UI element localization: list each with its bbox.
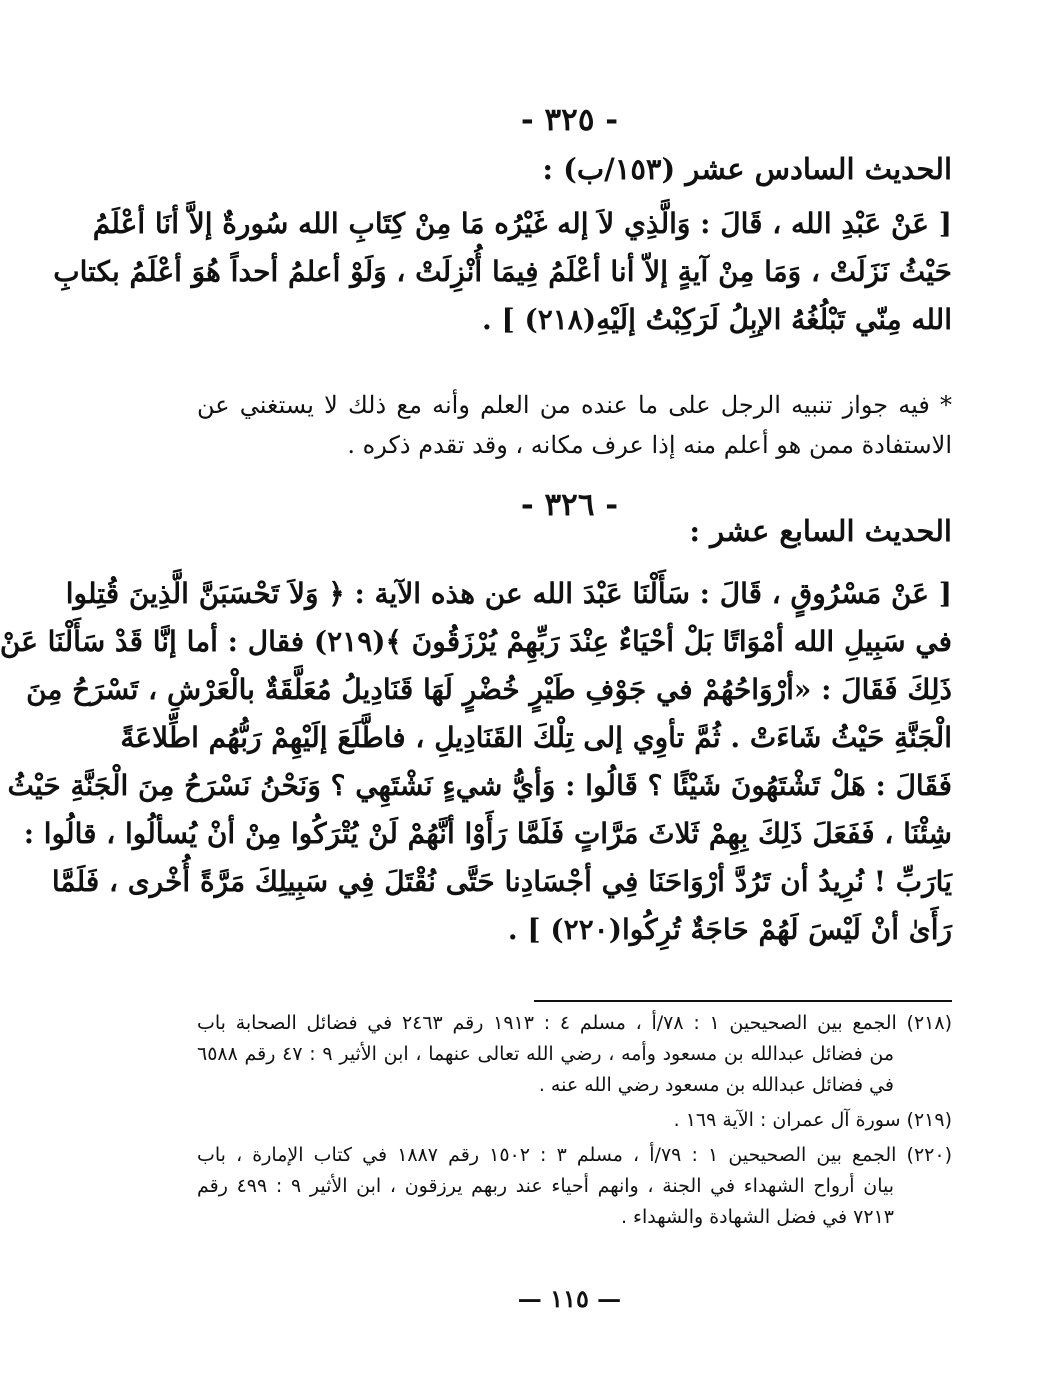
hadith-text-line: الْجَنَّةِ حَيْثُ شَاءَتْ . ثُمَّ تأوِي إلى تِلْكَ القَنَادِيلِ ، فاطَّلَعَ إلَيْهِمْ رَبُّهُم اطِّلاعَةً <box>120 721 952 754</box>
commentary-note-325 <box>197 385 952 465</box>
hadith-text-line: يَارَبِّ ! نُرِيدُ أن تَرُدَّ أرْوَاحَنَا فِي أجْسَادِنا حَتَّى نُقْتَلَ فِي سَبِيلِكَ مَرَّةً أُخْرى ، فَلَمَّا <box>51 865 952 898</box>
hadith-text-line: شِئْنَا ، فَفَعَلَ ذَلِكَ بِهِمْ ثَلاثَ مَرَّاتٍ فَلَمَّا رَأَوْا أنَّهُمْ لَنْ يُتْرَكُوا مِنْ أنْ يُسألُوا ، قالُوا : <box>23 817 952 850</box>
hadith-text-line: الله مِنّي تَبْلُغُهُ الإبِلُ لَرَكِبْتُ إلَيْهِ(٢١٨) ] . <box>481 303 952 336</box>
hadith-number-326: - ٣٢٦ - <box>520 487 619 523</box>
footnote-line: (٢١٨) الجمع بين الصحيحين ١ : ٧٨/أ ، مسلم ٤ : ١٩١٣ رقم ٢٤٦٣ في فضائل الصحابة باب <box>197 1012 953 1034</box>
note-line: * فيه جواز تنبيه الرجل على ما عنده من العلم وأنه مع ذلك لا يستغني عن <box>197 391 952 419</box>
page-number: — ١١٥ — <box>517 1284 622 1313</box>
hadith-text-line: ذَلِكَ فَقَالَ : «أرْوَاحُهُمْ في جَوْفِ طَيْرٍ خُضْرٍ لَهَا قَنَادِيلُ مُعَلَّقَةٌ بالْعَرْشِ ، تَسْرَحُ مِنَ <box>26 673 952 706</box>
hadith-text-325 <box>53 200 952 344</box>
hadith-text-line: [ عَنْ مَسْرُوقٍ ، قَالَ : سَأَلْنَا عَبْدَ الله عن هذه الآية : ﴿ وَلاَ تَحْسَبَنَّ الَّذِينَ قُتِلوا <box>65 577 952 610</box>
footnote-line: بيان أرواح الشهداء في الجنة ، وانهم أحياء عند ربهم يرزقون ، ابن الأثير ٩ : ٤٩٩ رقم <box>197 1175 895 1197</box>
note-line: الاستفادة ممن هو أعلم منه إذا عرف مكانه ، وقد تقدم ذكره . <box>347 431 952 459</box>
footnotes <box>197 1008 952 1237</box>
footnote-line: ٧٢١٣ في فضل الشهادة والشهداء . <box>620 1206 894 1228</box>
hadith-text-line: حَيْثُ نَزَلَتْ ، وَمَا مِنْ آيةٍ إلاّ أنا أعْلَمُ فِيمَا أُنْزِلَتْ ، وَلَوْ أعلمُ أحداً هُوَ أعْلَمُ بكتابِ <box>53 255 952 288</box>
hadith-text-326 <box>0 570 952 954</box>
hadith-heading-16: الحديث السادس عشر (١٥٣/ب) : <box>542 152 952 186</box>
footnote-220 <box>197 1140 952 1233</box>
hadith-text-line: [ عَنْ عَبْدِ الله ، قَالَ : وَالَّذِي لاَ إله غَيْرُه مَا مِنْ كِتَابِ الله سُورةٌ إلاَّ أنَا أعْلَمُ <box>92 207 952 240</box>
footnote-line: من فضائل عبدالله بن مسعود وأمه ، رضي الله تعالى عنهما ، ابن الأثير ٩ : ٤٧ رقم ٦٥٨٨ <box>197 1043 895 1065</box>
footnote-separator <box>534 1000 952 1002</box>
footnote-218 <box>197 1008 952 1101</box>
footnote-line: في فضائل عبدالله بن مسعود رضي الله عنه . <box>538 1074 894 1096</box>
hadith-text-line: في سَبِيلِ الله أمْوَاتًا بَلْ أحْيَاءٌ عِنْدَ رَبِّهِمْ يُرْزَقُونَ ﴾(٢١٩) فقال : أما إنَّا قَدْ سَأَلْنَا عَنْ <box>0 625 952 658</box>
footnote-line: (٢١٩) سورة آل عمران : الآية ١٦٩ . <box>673 1109 952 1131</box>
hadith-text-line: رَأَىٰ أنْ لَيْسَ لَهُمْ حَاجَةٌ تُرِكُوا(٢٢٠) ] . <box>507 913 952 946</box>
hadith-heading-17: الحديث السابع عشر : <box>689 514 952 548</box>
hadith-number-325: - ٣٢٥ - <box>520 102 619 138</box>
hadith-text-line: فَقَالَ : هَلْ تَشْتَهُونَ شَيْئًا ؟ قَالُوا : وَأيُّ شيءٍ نَشْتَهِي ؟ وَنَحْنُ نَسْرَحُ مِنَ الْجَنَّةِ حَيْثُ <box>7 769 952 802</box>
footnote-line: (٢٢٠) الجمع بين الصحيحين ١ : ٧٩/أ ، مسلم ٣ : ١٥٠٢ رقم ١٨٨٧ في كتاب الإمارة ، باب <box>197 1144 952 1166</box>
footnote-219 <box>197 1105 952 1136</box>
